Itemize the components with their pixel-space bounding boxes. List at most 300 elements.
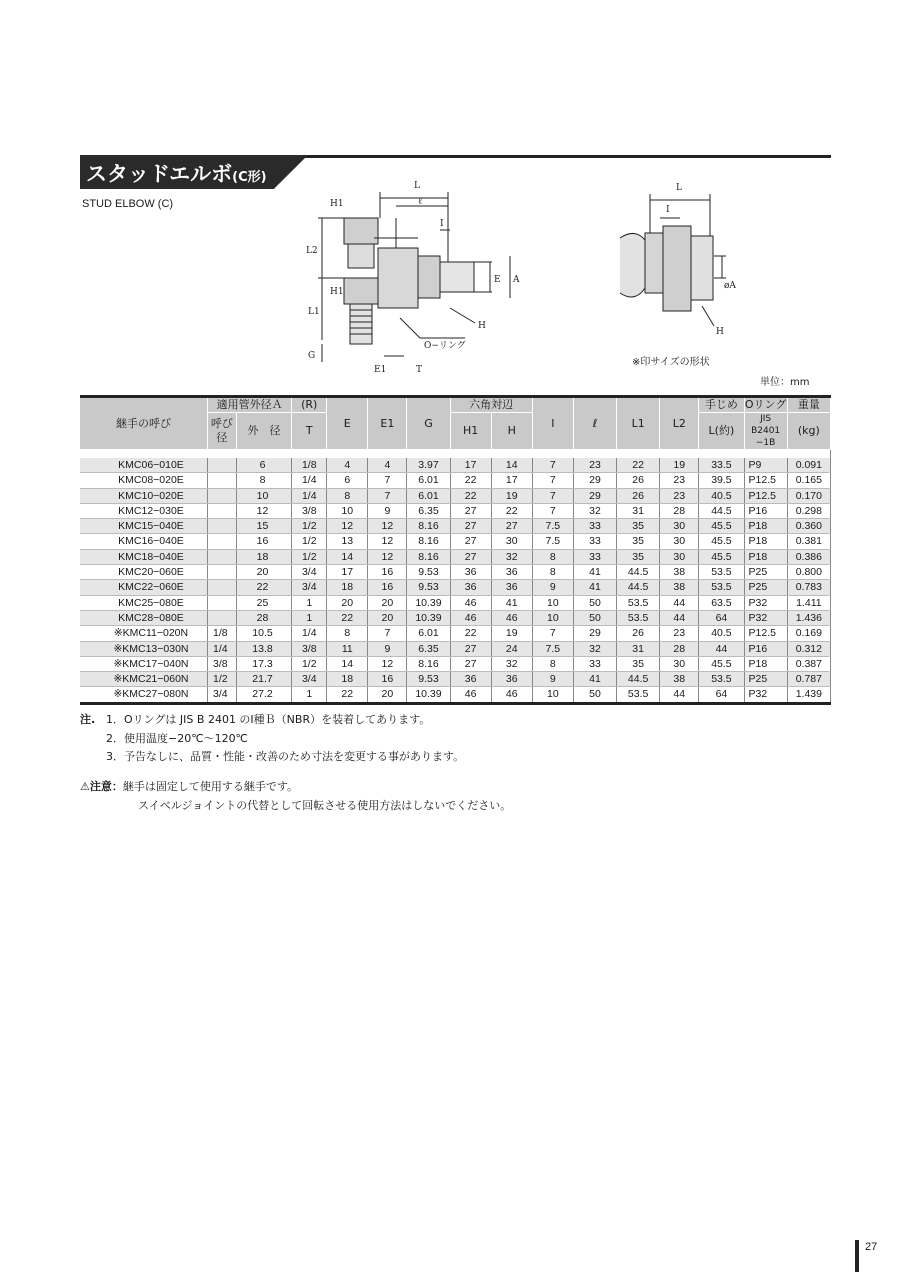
- cell-e: 18: [327, 672, 368, 687]
- note-1: 1．Oリングは JIS B 2401 のⅠ種Ｂ（NBR）を装着してあります。: [106, 713, 431, 726]
- cell-od: 28: [236, 610, 292, 625]
- cell-t: 3/8: [292, 503, 327, 518]
- dim-label-H-right: H: [716, 327, 724, 337]
- cell-h1: 22: [450, 626, 491, 641]
- cell-oring: P25: [744, 565, 787, 580]
- table-row: [80, 488, 831, 503]
- cell-lt: 53.5: [699, 580, 744, 595]
- cell-lt: 45.5: [699, 656, 744, 671]
- cell-w: 0.381: [787, 534, 830, 549]
- cell-l: 32: [573, 641, 616, 656]
- table-row: [80, 549, 831, 564]
- cell-i: 7: [532, 458, 573, 473]
- cell-name: ※KMC17−040N: [80, 656, 207, 671]
- cell-name: ※KMC13−030N: [80, 641, 207, 656]
- cell-nom: 3/8: [207, 656, 236, 671]
- cell-e: 12: [327, 519, 368, 534]
- cell-i: 10: [532, 595, 573, 610]
- cell-e: 10: [327, 503, 368, 518]
- cell-i: 9: [532, 580, 573, 595]
- table-row: [80, 641, 831, 656]
- cell-name: KMC12−030E: [80, 503, 207, 518]
- cell-l2: 28: [660, 503, 699, 518]
- table-row: [80, 672, 831, 687]
- cell-od: 8: [236, 473, 292, 488]
- cell-t: 3/8: [292, 641, 327, 656]
- header-e1: E1: [368, 397, 407, 450]
- dim-label-E1: E1: [374, 365, 387, 375]
- cell-lt: 45.5: [699, 519, 744, 534]
- dim-label-I: I: [440, 219, 444, 229]
- cell-t: 1/2: [292, 549, 327, 564]
- cell-g: 3.97: [407, 458, 450, 473]
- cell-nom: 1/4: [207, 641, 236, 656]
- cell-oring: P16: [744, 503, 787, 518]
- cell-e: 8: [327, 626, 368, 641]
- cell-oring: P18: [744, 519, 787, 534]
- header-r: (R): [292, 397, 327, 413]
- cell-nom: [207, 503, 236, 518]
- dim-label-L2: L2: [306, 246, 318, 256]
- cell-h1: 36: [450, 565, 491, 580]
- cell-lt: 44: [699, 641, 744, 656]
- cell-e: 8: [327, 488, 368, 503]
- cell-oring: P12.5: [744, 626, 787, 641]
- cell-name: KMC15−040E: [80, 519, 207, 534]
- cell-l2: 38: [660, 565, 699, 580]
- cell-e1: 7: [368, 488, 407, 503]
- cell-nom: [207, 534, 236, 549]
- cell-i: 7.5: [532, 519, 573, 534]
- cell-e1: 12: [368, 534, 407, 549]
- spec-table: [80, 395, 831, 705]
- cell-i: 7: [532, 488, 573, 503]
- cell-nom: [207, 458, 236, 473]
- cell-l2: 23: [660, 488, 699, 503]
- cell-e1: 7: [368, 626, 407, 641]
- cell-g: 10.39: [407, 687, 450, 703]
- cell-g: 6.35: [407, 503, 450, 518]
- table-row: [80, 565, 831, 580]
- cell-l2: 38: [660, 580, 699, 595]
- cell-h1: 46: [450, 687, 491, 703]
- header-tightening-l: L(約): [699, 413, 744, 450]
- cell-e1: 4: [368, 458, 407, 473]
- cell-l: 41: [573, 580, 616, 595]
- cell-h1: 27: [450, 534, 491, 549]
- header-oring: Oリング: [744, 398, 787, 411]
- cell-h: 36: [491, 672, 532, 687]
- cell-e1: 7: [368, 473, 407, 488]
- cell-e1: 20: [368, 687, 407, 703]
- cell-i: 9: [532, 672, 573, 687]
- cell-e1: 9: [368, 641, 407, 656]
- cell-i: 7: [532, 503, 573, 518]
- cell-l1: 26: [617, 626, 660, 641]
- cell-e: 22: [327, 687, 368, 703]
- cell-e: 20: [327, 595, 368, 610]
- cell-lt: 39.5: [699, 473, 744, 488]
- cell-e: 18: [327, 580, 368, 595]
- cell-g: 8.16: [407, 534, 450, 549]
- header-hex: 六角対辺: [450, 397, 532, 413]
- cell-g: 10.39: [407, 595, 450, 610]
- cell-w: 0.787: [787, 672, 830, 687]
- cell-h: 27: [491, 519, 532, 534]
- cell-nom: [207, 549, 236, 564]
- cell-t: 1/4: [292, 626, 327, 641]
- cell-od: 21.7: [236, 672, 292, 687]
- cell-od: 27.2: [236, 687, 292, 703]
- cell-e: 13: [327, 534, 368, 549]
- cell-l1: 53.5: [617, 687, 660, 703]
- cell-t: 3/4: [292, 672, 327, 687]
- cell-l: 50: [573, 595, 616, 610]
- cell-name: KMC18−040E: [80, 549, 207, 564]
- cell-g: 9.53: [407, 565, 450, 580]
- cell-l: 33: [573, 534, 616, 549]
- cell-lt: 53.5: [699, 672, 744, 687]
- cell-w: 0.783: [787, 580, 830, 595]
- cell-e1: 12: [368, 519, 407, 534]
- special-size-drawing: [610, 178, 740, 348]
- caution-line-1: 継手は固定して使用する継手です。: [122, 780, 298, 793]
- cell-l: 29: [573, 488, 616, 503]
- header-t: T: [292, 413, 327, 450]
- cell-oring: P32: [744, 595, 787, 610]
- cell-h: 32: [491, 656, 532, 671]
- table-row: [80, 458, 831, 473]
- caution-label: ⚠注意：: [80, 780, 123, 793]
- cell-e: 17: [327, 565, 368, 580]
- cell-h1: 27: [450, 549, 491, 564]
- cell-h1: 27: [450, 641, 491, 656]
- header-outer: 外 径: [236, 413, 292, 450]
- cell-oring: P9: [744, 458, 787, 473]
- table-row: [80, 656, 831, 671]
- table-row: [80, 595, 831, 610]
- cell-od: 13.8: [236, 641, 292, 656]
- header-pipe-od: 適用管外径Ａ: [207, 397, 291, 413]
- cell-oring: P32: [744, 687, 787, 703]
- header-weight-unit: (kg): [787, 413, 830, 450]
- cell-l1: 26: [617, 473, 660, 488]
- notes: [80, 711, 464, 767]
- cell-e: 6: [327, 473, 368, 488]
- page-title-sub: (C形): [232, 170, 267, 185]
- cell-h: 32: [491, 549, 532, 564]
- cell-l1: 44.5: [617, 672, 660, 687]
- cell-l2: 30: [660, 656, 699, 671]
- cell-w: 1.411: [787, 595, 830, 610]
- cell-w: 0.169: [787, 626, 830, 641]
- cell-nom: 1/8: [207, 626, 236, 641]
- cell-i: 7: [532, 473, 573, 488]
- cell-lt: 45.5: [699, 549, 744, 564]
- cell-l1: 35: [617, 656, 660, 671]
- cell-i: 8: [532, 656, 573, 671]
- cell-od: 16: [236, 534, 292, 549]
- cell-l: 32: [573, 503, 616, 518]
- cell-l1: 26: [617, 488, 660, 503]
- cell-od: 22: [236, 580, 292, 595]
- cell-oring: P12.5: [744, 488, 787, 503]
- english-title: STUD ELBOW (C): [82, 198, 174, 210]
- table-row: [80, 473, 831, 488]
- cell-l: 29: [573, 626, 616, 641]
- cell-l: 29: [573, 473, 616, 488]
- dim-label-oring: O−リング: [424, 341, 466, 351]
- header-l2: L2: [660, 397, 699, 450]
- cell-h: 24: [491, 641, 532, 656]
- cell-l1: 44.5: [617, 580, 660, 595]
- cell-oring: P32: [744, 610, 787, 625]
- cell-h1: 27: [450, 503, 491, 518]
- cell-name: ※KMC27−080N: [80, 687, 207, 703]
- cell-e: 4: [327, 458, 368, 473]
- table-row: [80, 580, 831, 595]
- cell-l: 23: [573, 458, 616, 473]
- cell-h: 46: [491, 610, 532, 625]
- cell-h1: 22: [450, 473, 491, 488]
- cell-od: 10.5: [236, 626, 292, 641]
- cell-od: 15: [236, 519, 292, 534]
- cell-e1: 9: [368, 503, 407, 518]
- header-h: H: [491, 413, 532, 450]
- cell-l2: 30: [660, 549, 699, 564]
- cell-l: 41: [573, 672, 616, 687]
- cell-h: 36: [491, 580, 532, 595]
- cell-nom: 1/2: [207, 672, 236, 687]
- cell-l2: 23: [660, 626, 699, 641]
- cell-h: 19: [491, 488, 532, 503]
- header-e: E: [327, 397, 368, 450]
- cell-od: 12: [236, 503, 292, 518]
- dim-label-G: G: [308, 351, 316, 361]
- page-marker: [855, 1240, 859, 1272]
- cell-nom: [207, 565, 236, 580]
- cell-lt: 53.5: [699, 565, 744, 580]
- cell-e1: 12: [368, 656, 407, 671]
- cell-od: 20: [236, 565, 292, 580]
- table-row: [80, 687, 831, 703]
- cell-l: 33: [573, 549, 616, 564]
- header-name: 継手の呼び: [80, 397, 207, 450]
- cell-g: 9.53: [407, 672, 450, 687]
- header-l1: L1: [617, 397, 660, 450]
- header-l: ℓ: [573, 397, 616, 450]
- cell-g: 8.16: [407, 549, 450, 564]
- dim-label-A: A: [513, 275, 520, 285]
- cell-oring: P16: [744, 641, 787, 656]
- cell-t: 1/2: [292, 519, 327, 534]
- cell-h: 14: [491, 458, 532, 473]
- cell-name: KMC06−010E: [80, 458, 207, 473]
- cell-w: 0.360: [787, 519, 830, 534]
- header-tightening: 手じめ: [699, 397, 744, 413]
- cell-nom: 3/4: [207, 687, 236, 703]
- cell-l1: 31: [617, 503, 660, 518]
- cell-w: 0.165: [787, 473, 830, 488]
- cell-g: 8.16: [407, 656, 450, 671]
- cell-t: 1: [292, 595, 327, 610]
- cell-lt: 64: [699, 610, 744, 625]
- cell-name: KMC16−040E: [80, 534, 207, 549]
- cell-h1: 46: [450, 595, 491, 610]
- cell-od: 17.3: [236, 656, 292, 671]
- cell-l1: 35: [617, 519, 660, 534]
- cell-h: 36: [491, 565, 532, 580]
- cell-od: 6: [236, 458, 292, 473]
- dim-label-l: ℓ: [418, 197, 423, 207]
- cell-lt: 45.5: [699, 534, 744, 549]
- table-row: [80, 534, 831, 549]
- cell-w: 0.298: [787, 503, 830, 518]
- cell-oring: P25: [744, 672, 787, 687]
- cell-l2: 23: [660, 473, 699, 488]
- cell-l1: 35: [617, 534, 660, 549]
- cell-od: 10: [236, 488, 292, 503]
- cell-h: 41: [491, 595, 532, 610]
- cell-i: 7.5: [532, 534, 573, 549]
- dim-label-H1-top: H1: [330, 199, 344, 209]
- cell-name: ※KMC21−060N: [80, 672, 207, 687]
- cell-w: 1.436: [787, 610, 830, 625]
- cell-lt: 40.5: [699, 626, 744, 641]
- dim-label-phiA: øA: [724, 281, 736, 291]
- cell-l2: 30: [660, 519, 699, 534]
- cell-l: 33: [573, 519, 616, 534]
- cell-i: 10: [532, 687, 573, 703]
- cell-t: 1/2: [292, 534, 327, 549]
- cell-w: 0.312: [787, 641, 830, 656]
- unit-label: 単位：mm: [760, 377, 810, 388]
- cell-e1: 20: [368, 610, 407, 625]
- cell-h1: 36: [450, 580, 491, 595]
- cell-name: KMC20−060E: [80, 565, 207, 580]
- cell-l1: 53.5: [617, 610, 660, 625]
- cell-name: ※KMC11−020N: [80, 626, 207, 641]
- header-oring-jis: JIS B2401 −1B: [744, 413, 787, 450]
- cell-g: 6.01: [407, 626, 450, 641]
- cell-g: 8.16: [407, 519, 450, 534]
- cell-t: 1/4: [292, 473, 327, 488]
- cell-l2: 28: [660, 641, 699, 656]
- cell-od: 25: [236, 595, 292, 610]
- table-row: [80, 503, 831, 518]
- note-3: 3．予告なしに、品質・性能・改善のため寸法を変更する事があります。: [106, 750, 465, 763]
- cell-t: 1/4: [292, 488, 327, 503]
- page-number: 27: [865, 1241, 878, 1253]
- table-row: [80, 626, 831, 641]
- cell-l1: 53.5: [617, 595, 660, 610]
- cell-name: KMC22−060E: [80, 580, 207, 595]
- cell-e1: 16: [368, 672, 407, 687]
- cell-h1: 36: [450, 672, 491, 687]
- cell-l1: 44.5: [617, 565, 660, 580]
- header-i: I: [532, 397, 573, 450]
- cell-h1: 22: [450, 488, 491, 503]
- spec-table-body: [80, 450, 831, 704]
- cell-e1: 16: [368, 565, 407, 580]
- cell-i: 8: [532, 549, 573, 564]
- dim-label-L: L: [414, 181, 420, 191]
- cell-i: 10: [532, 610, 573, 625]
- dim-label-T: T: [416, 365, 423, 375]
- cell-oring: P12.5: [744, 473, 787, 488]
- cell-t: 1/8: [292, 458, 327, 473]
- cell-e: 22: [327, 610, 368, 625]
- cell-nom: [207, 473, 236, 488]
- cell-h: 19: [491, 626, 532, 641]
- cell-oring: P25: [744, 580, 787, 595]
- cell-l: 50: [573, 687, 616, 703]
- stud-elbow-drawing: [300, 178, 530, 378]
- cell-name: KMC28−080E: [80, 610, 207, 625]
- notes-label: 注.: [80, 713, 96, 726]
- cell-h: 17: [491, 473, 532, 488]
- dim-label-H: H: [478, 321, 486, 331]
- cell-nom: [207, 519, 236, 534]
- cell-w: 0.800: [787, 565, 830, 580]
- cell-name: KMC10−020E: [80, 488, 207, 503]
- header-nominal: 呼び径: [207, 413, 236, 450]
- cell-l2: 44: [660, 610, 699, 625]
- cell-i: 8: [532, 565, 573, 580]
- cell-t: 1/2: [292, 656, 327, 671]
- cell-h: 22: [491, 503, 532, 518]
- cell-l2: 19: [660, 458, 699, 473]
- dim-label-H1-bottom: H1: [330, 287, 344, 297]
- cell-l2: 38: [660, 672, 699, 687]
- dim-label-E: E: [494, 275, 501, 285]
- cell-t: 3/4: [292, 580, 327, 595]
- cell-t: 1: [292, 687, 327, 703]
- cell-h1: 27: [450, 519, 491, 534]
- cell-e: 14: [327, 549, 368, 564]
- cell-nom: [207, 488, 236, 503]
- cell-oring: P18: [744, 656, 787, 671]
- cell-g: 6.01: [407, 488, 450, 503]
- cell-lt: 64: [699, 687, 744, 703]
- cell-oring: P18: [744, 549, 787, 564]
- cell-name: KMC25−080E: [80, 595, 207, 610]
- cell-g: 10.39: [407, 610, 450, 625]
- cell-w: 0.386: [787, 549, 830, 564]
- cell-l2: 30: [660, 534, 699, 549]
- cell-l2: 44: [660, 687, 699, 703]
- cell-nom: [207, 595, 236, 610]
- note-2: 2．使用温度−20℃〜120℃: [106, 731, 248, 745]
- dim-label-L-right: L: [676, 183, 682, 193]
- cell-od: 18: [236, 549, 292, 564]
- cell-l1: 35: [617, 549, 660, 564]
- cell-e1: 12: [368, 549, 407, 564]
- cell-l1: 31: [617, 641, 660, 656]
- page-title: スタッドエルボ(C形): [86, 162, 267, 186]
- cell-h: 30: [491, 534, 532, 549]
- cell-l: 41: [573, 565, 616, 580]
- shape-note: ※印サイズの形状: [632, 357, 710, 368]
- cell-e1: 16: [368, 580, 407, 595]
- header-weight: 重量: [787, 397, 830, 413]
- table-row: [80, 610, 831, 625]
- caution-line-2: スイベルジョイントの代替として回転させる使用方法はしないでください。: [138, 798, 512, 812]
- dim-label-I-right: I: [666, 205, 670, 215]
- cell-l1: 22: [617, 458, 660, 473]
- cell-g: 6.01: [407, 473, 450, 488]
- header-g: G: [407, 397, 450, 450]
